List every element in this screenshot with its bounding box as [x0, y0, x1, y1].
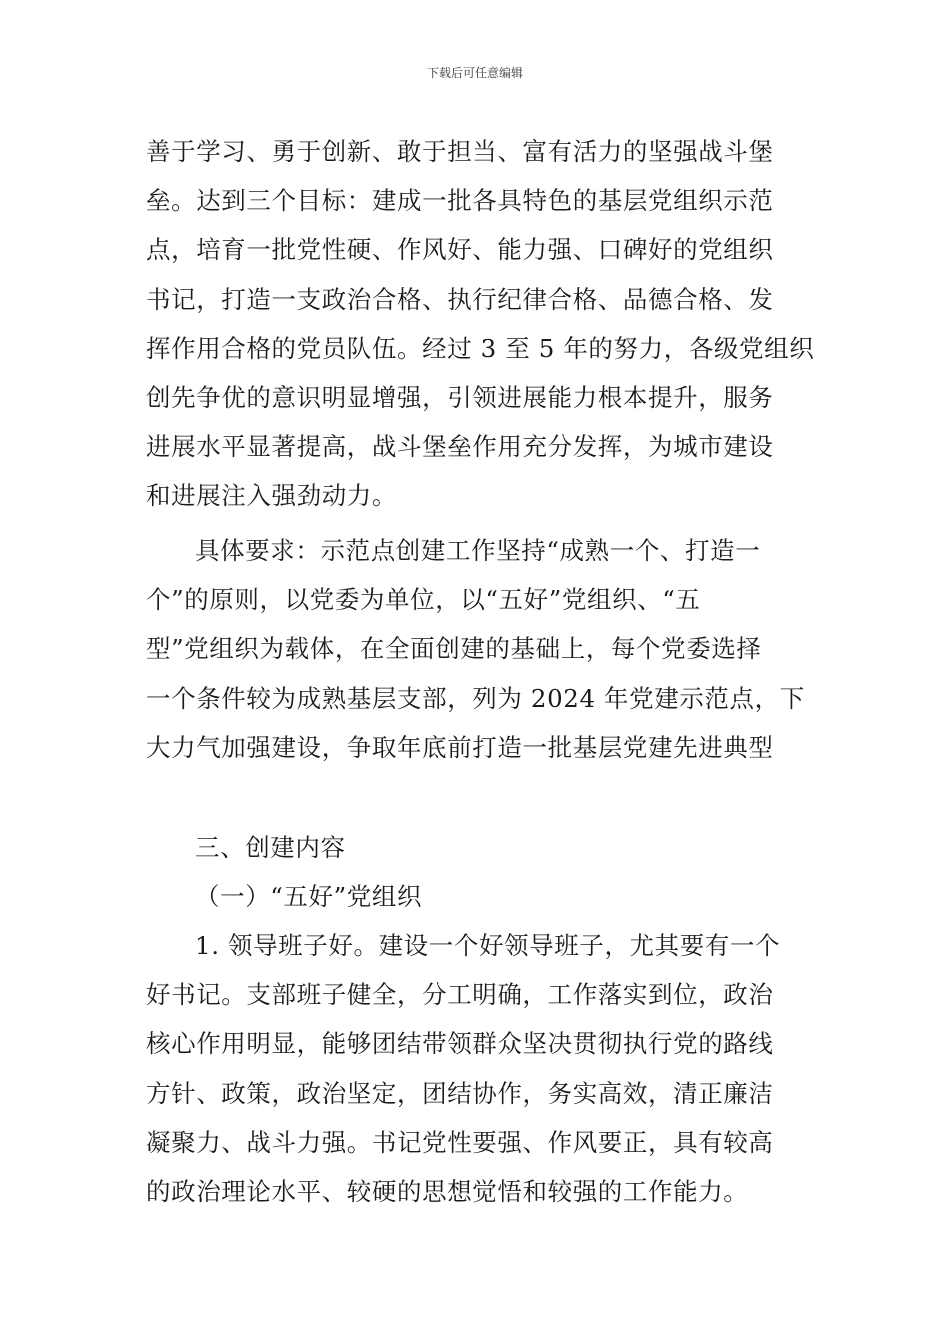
text-line: 创先争优的意识明显增强，引领进展能力根本提升，服务 [146, 383, 774, 413]
text-line: 点，培育一批党性硬、作风好、能力强、口碑好的党组织 [146, 235, 774, 265]
text-line: 方针、政策，政治坚定，团结协作，务实高效，清正廉洁 [146, 1078, 774, 1108]
paragraph-goals [146, 127, 815, 521]
text-line: 具体要求：示范点创建工作坚持“成熟一个、打造一 [195, 536, 761, 565]
text-line: 书记，打造一支政治合格、执行纪律合格、品德合格、发 [146, 284, 774, 314]
page-header: 下载后可任意编辑 [426, 66, 523, 80]
text-line: 凝聚力、战斗力强。书记党性要强、作风要正，具有较高 [146, 1127, 774, 1157]
subheading-text: （一）“五好”党组织 [195, 882, 423, 911]
text-line: 一个条件较为成熟基层支部，列为 2024 年党建示范点，下 [146, 683, 805, 713]
text-line: 的政治理论水平、较硬的思想觉悟和较强的工作能力。 [146, 1177, 749, 1207]
section-heading [146, 823, 806, 872]
text-line: 挥作用合格的党员队伍。经过 3 至 5 年的努力，各级党组织 [146, 333, 815, 363]
text-line: 大力气加强建设，争取年底前打造一批基层党建先进典型 [146, 732, 774, 762]
text-line: 好书记。支部班子健全，分工明确，工作落实到位，政治 [146, 980, 774, 1010]
text-line: 个”的原则，以党委为单位，以“五好”党组织、“五 [146, 585, 701, 615]
heading-text: 三、创建内容 [195, 833, 346, 862]
text-line: 善于学习、勇于创新、敢于担当、富有活力的坚强战斗堡 [146, 137, 774, 166]
text-line: 垒。达到三个目标：建成一批各具特色的基层党组织示范 [146, 186, 774, 216]
text-line: 进展水平显著提高，战斗堡垒作用充分发挥，为城市建设 [146, 432, 774, 462]
text-line: 型”党组织为载体，在全面创建的基础上，每个党委选择 [146, 634, 762, 664]
text-line: 和进展注入强劲动力。 [146, 481, 397, 511]
paragraph-requirements [146, 526, 806, 772]
paragraph-leadership [146, 921, 806, 1216]
text-line: 1. 领导班子好。建设一个好领导班子，尤其要有一个 [195, 931, 781, 960]
subsection-heading [146, 872, 806, 921]
text-line: 核心作用明显，能够团结带领群众坚决贯彻执行党的路线 [146, 1029, 774, 1059]
